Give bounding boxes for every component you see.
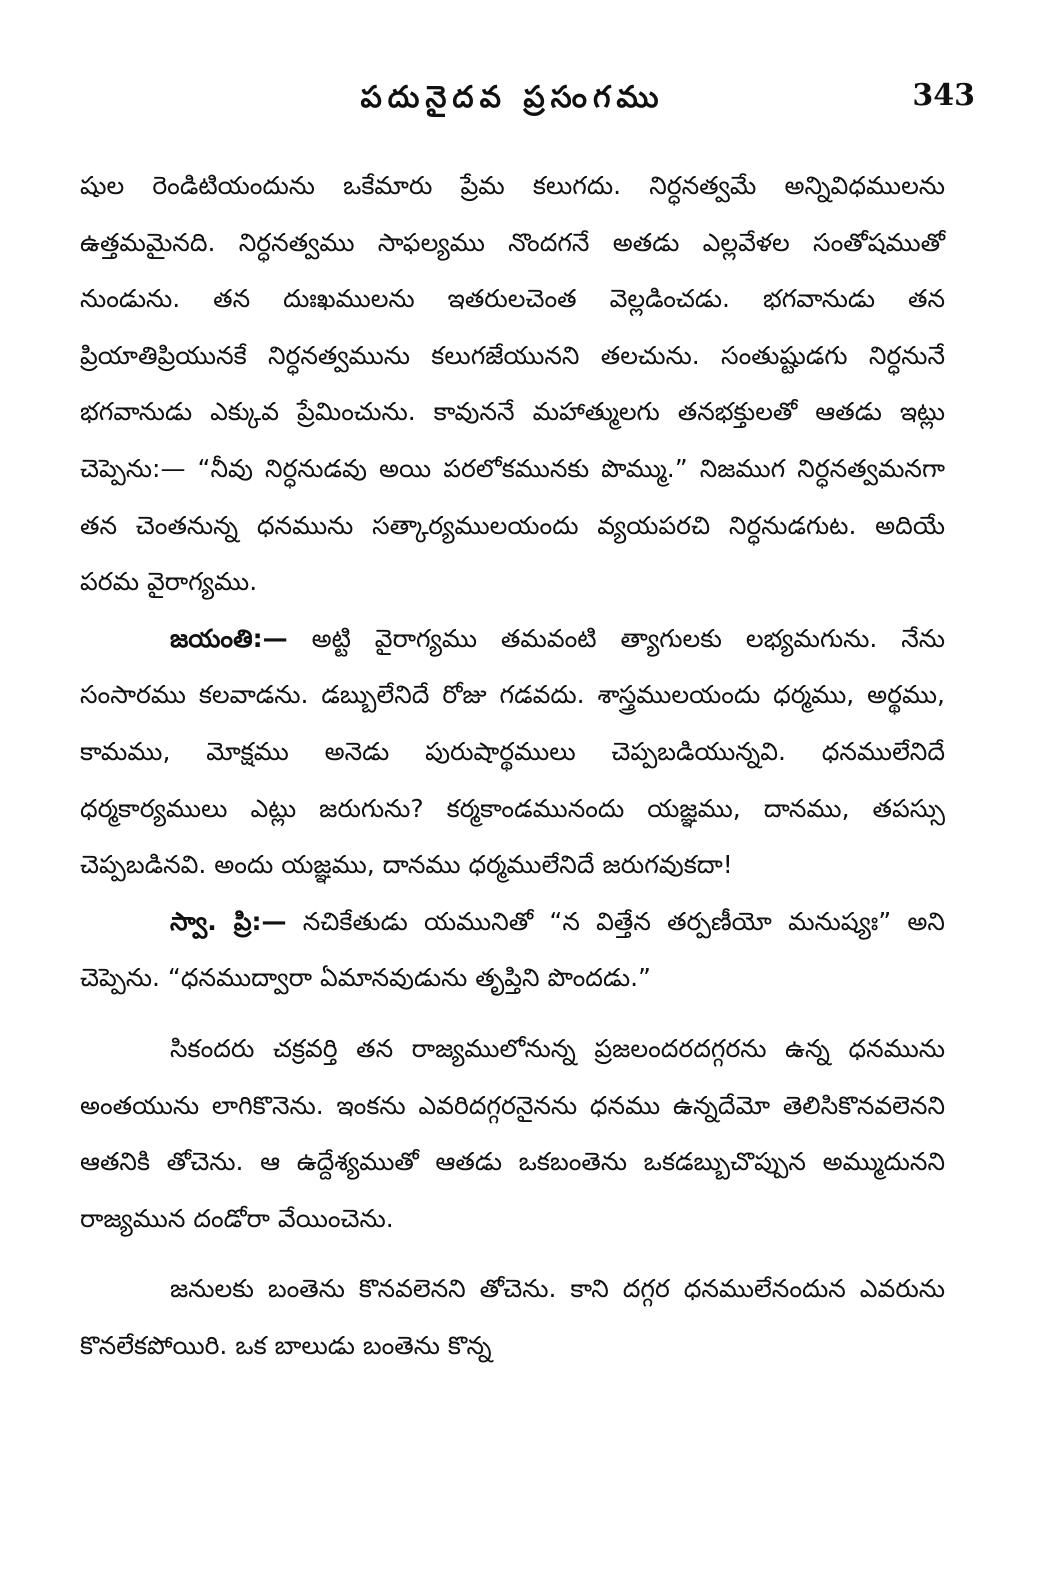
paragraph-2	[80, 611, 945, 894]
paragraph-text: జనులకు బంతెను కొనవలెనని తోచెను. కాని దగ్గర ధనములేనందున ఎవరును కొనలేకపోయిరి. ఒక బాలుడు బంతెను కొన్న	[80, 1274, 945, 1360]
speaker-label: స్వా. ప్రి:—	[170, 906, 287, 936]
paragraph-5	[80, 1261, 945, 1374]
paragraph-text: అట్టి వైరాగ్యము తమవంటి త్యాగులకు లభ్యమగును. నేను సంసారము కలవాడను. డబ్బులేనిదే రోజు గడవదు. శాస్త్రములయందు ధర్మము, అర్థము, కామము, మోక్షము అనెడు పురుషార్థములు చెప్పబడియున్నవి. ధనములేనిదే ధర్మకార్యములు ఎట్లు జరుగును? కర్మకాండమునందు యజ్ఞము, దానము, తపస్సు చెప్పబడినవి. అందు యజ్ఞము, దానము ధర్మములేనిదే జరుగవుకదా!	[80, 623, 945, 880]
page-header	[80, 70, 975, 140]
paragraph-text: నచికేతుడు యమునితో “న విత్తేన తర్పణీయో మనుష్యః” అని చెప్పెను. “ధనముద్వారా ఏమానవుడును తృప్తిని పొందడు.”	[80, 906, 945, 993]
paragraph-1	[80, 158, 945, 611]
running-title: పదునైదవ ప్రసంగము	[360, 80, 665, 115]
paragraph-4	[80, 1021, 945, 1247]
body-text	[80, 158, 945, 1374]
speaker-label: జయంతి:—	[170, 623, 288, 653]
paragraph-text: సికందరు చక్రవర్తి తన రాజ్యములోనున్న ప్రజలందరదగ్గరను ఉన్న ధనమును అంతయును లాగికొనెను. ఇంకను ఎవరిదగ్గరనైనను ధనము ఉన్నదేమో తెలిసికొనవలెనని ఆతనికి తోచెను. ఆ ఉద్దేశ్యముతో ఆతడు ఒకబంతెను ఒకడబ్బుచొప్పున అమ్ముదునని రాజ్యమున దండోరా వేయించెను.	[80, 1033, 945, 1233]
page-number: 343	[912, 78, 975, 113]
paragraph-3	[80, 894, 945, 1007]
paragraph-text: షుల రెండిటియందును ఒకేమారు ప్రేమ కలుగదు. నిర్ధనత్వమే అన్నివిధములను ఉత్తమమైనది. నిర్ధనత్వము సాఫల్యము నొందగనే అతడు ఎల్లవేళల సంతోషముతో నుండును. తన దుఃఖములను ఇతరులచెంత వెల్లడించడు. భగవానుడు తన ప్రియాతిప్రియునకే నిర్ధనత్వమును కలుగజేయునని తలచును. సంతుష్టుడగు నిర్ధనునే భగవానుడు ఎక్కువ ప్రేమించును. కావుననే మహాత్ములగు తనభక్తులతో ఆతడు ఇట్లు చెప్పెను:— “నీవు నిర్ధనుడవు అయి పరలోకమునకు పొమ్ము.” నిజముగ నిర్ధనత్వమనగా తన చెంతనున్న ధనమును సత్కార్యములయందు వ్యయపరచి నిర్ధనుడగుట. అదియే పరమ వైరాగ్యము.	[80, 171, 945, 597]
